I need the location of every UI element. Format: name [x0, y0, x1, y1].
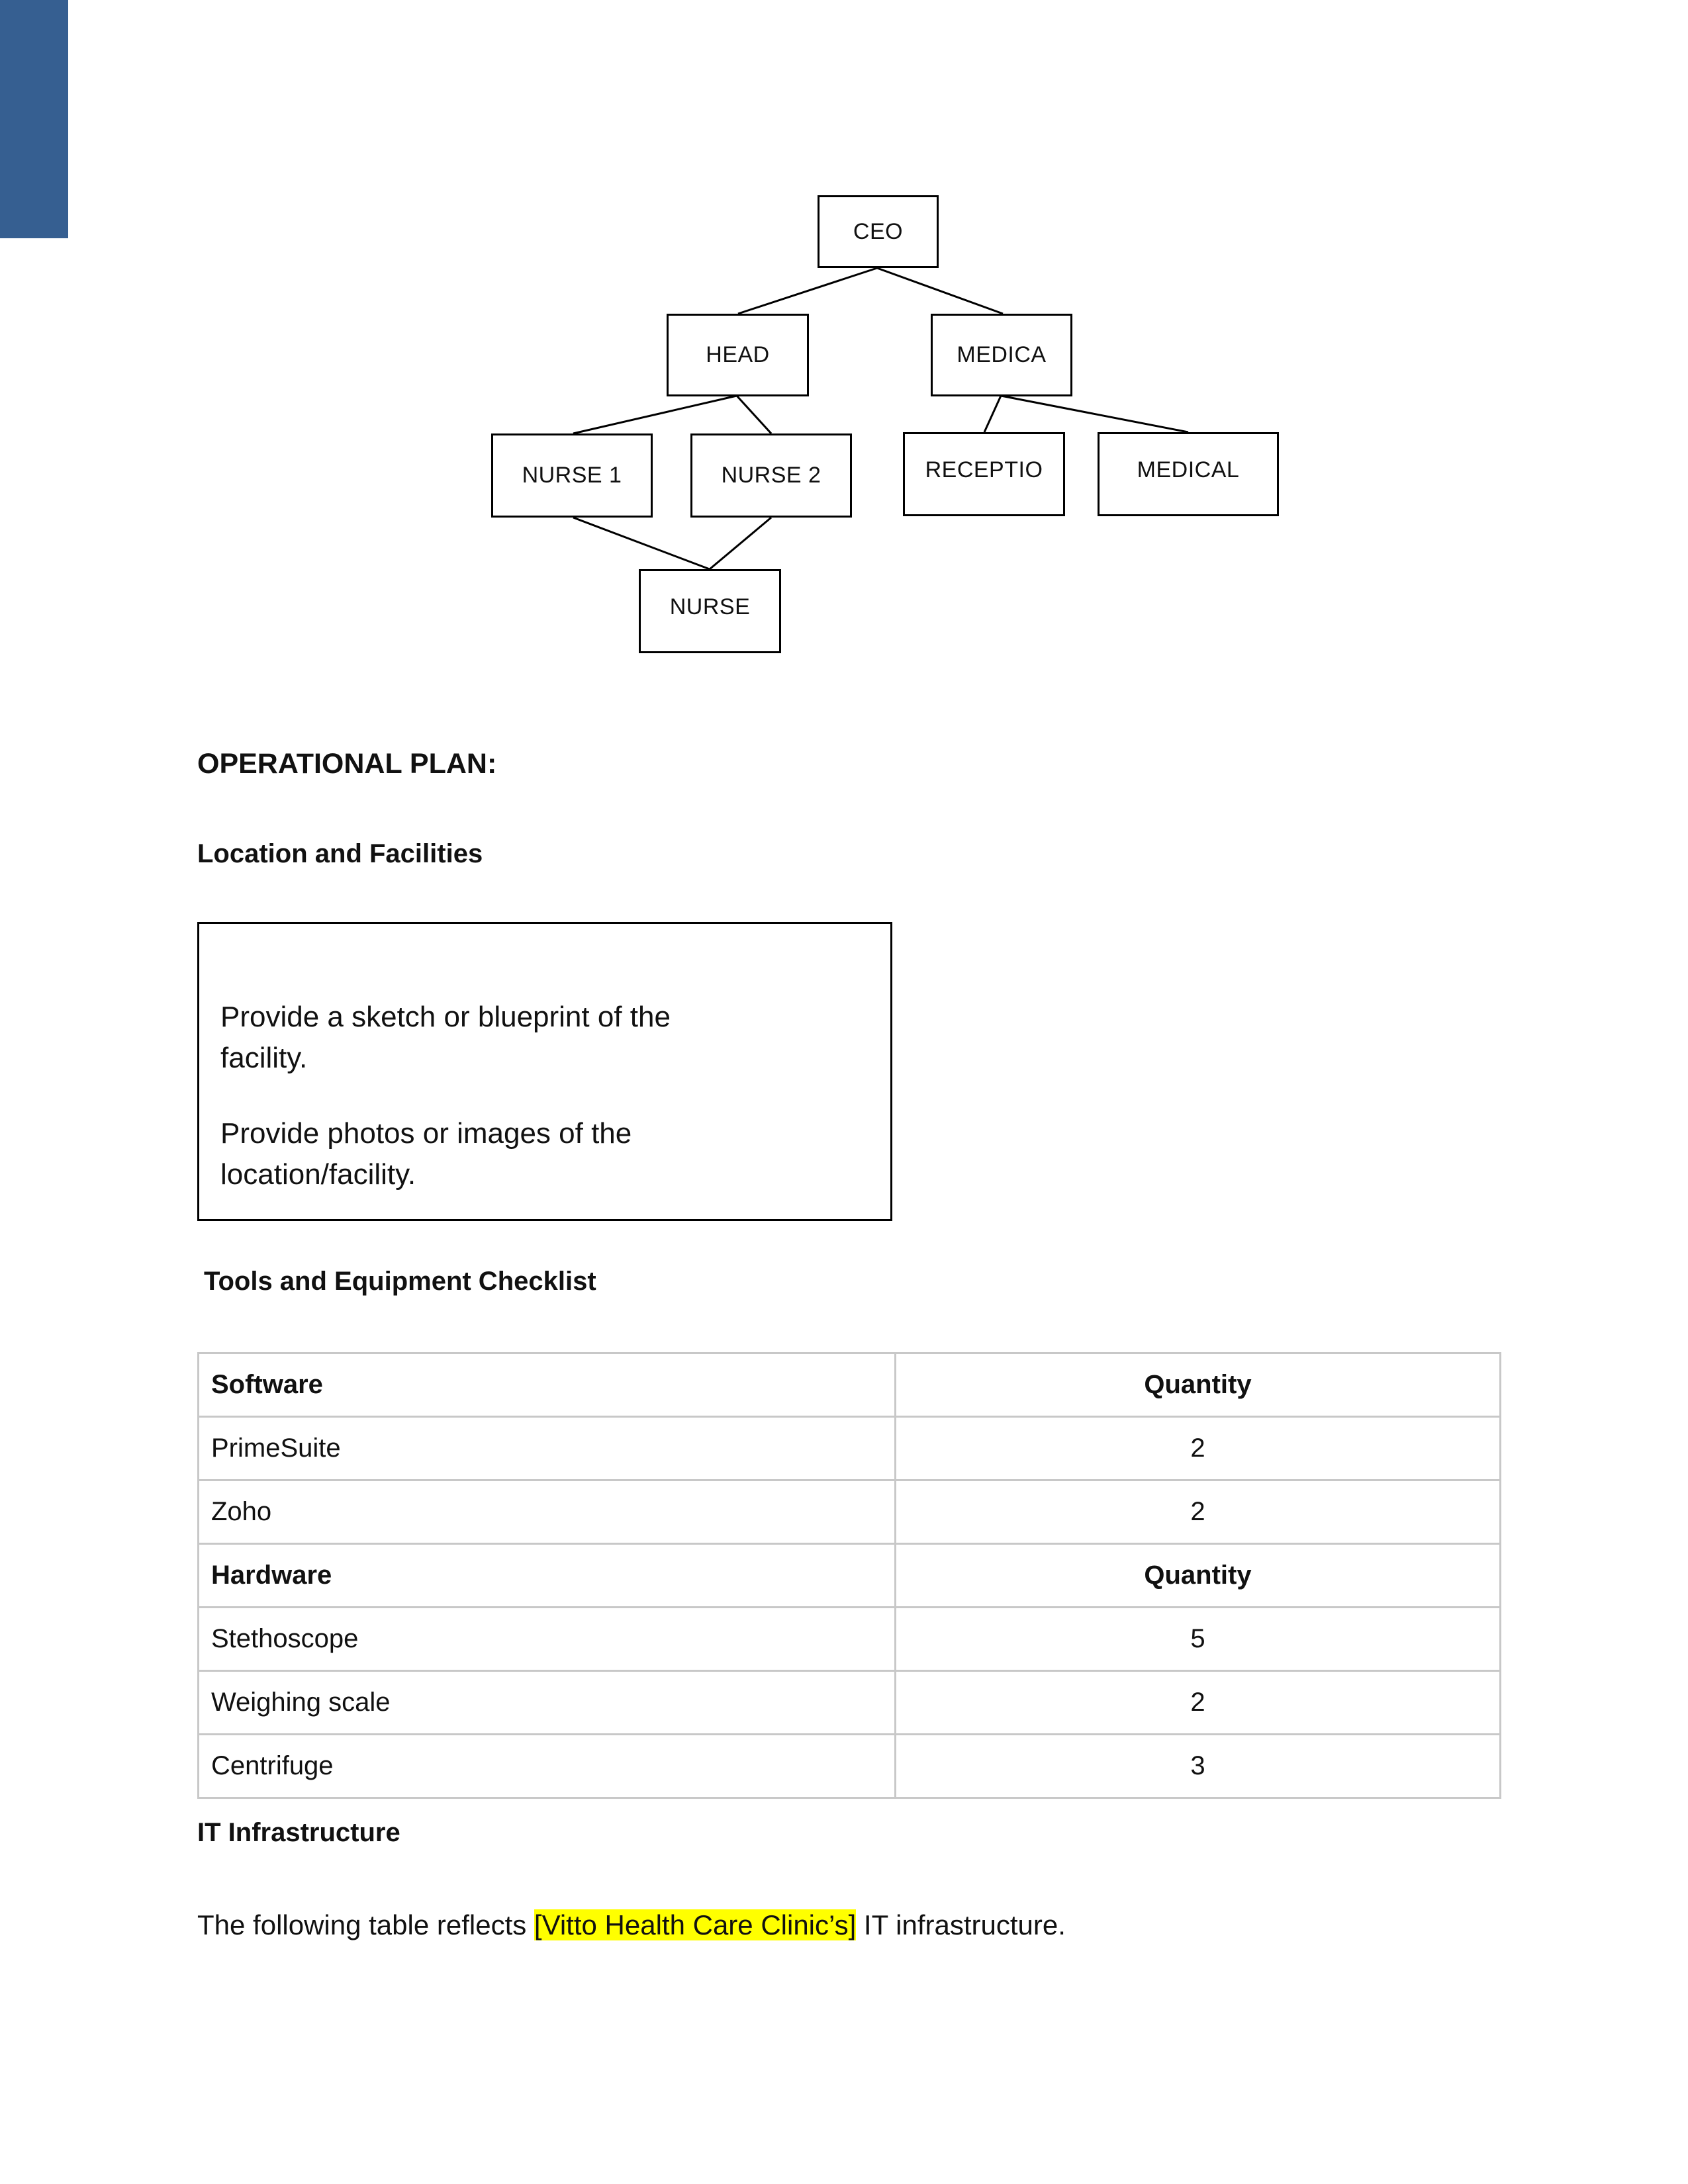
table-cell: PrimeSuite	[199, 1417, 896, 1480]
connector-head-nurse2	[737, 396, 771, 433]
facility-sketch-instruction: Provide a sketch or blueprint of the facility.	[220, 1001, 671, 1074]
connector-medica-receptio	[984, 396, 1001, 432]
equipment-table	[197, 1352, 1501, 1799]
org-node-ceo: CEO	[818, 195, 939, 268]
connector-nurse2-nurse	[710, 518, 771, 569]
table-header-cell: Software	[199, 1353, 896, 1417]
connector-nurse1-nurse	[573, 518, 710, 569]
table-cell: 2	[896, 1417, 1501, 1480]
tools-equipment-heading: Tools and Equipment Checklist	[204, 1267, 596, 1296]
org-chart-connectors	[0, 0, 1688, 668]
it-text-after: IT infrastructure.	[856, 1909, 1066, 1940]
org-node-nurse: NURSE	[639, 569, 781, 653]
table-cell: 2	[896, 1480, 1501, 1544]
location-facilities-heading: Location and Facilities	[197, 839, 483, 868]
table-cell: Centrifuge	[199, 1735, 896, 1798]
table-cell: Stethoscope	[199, 1608, 896, 1671]
table-row	[199, 1480, 1501, 1544]
org-node-medical: MEDICAL	[1098, 432, 1279, 516]
org-node-medica: MEDICA	[931, 314, 1072, 396]
connector-medica-medical	[1001, 396, 1188, 432]
table-row	[199, 1735, 1501, 1798]
org-node-nurse-1: NURSE 1	[491, 433, 653, 518]
org-chart	[0, 0, 1688, 668]
table-cell: Zoho	[199, 1480, 896, 1544]
table-header-row	[199, 1353, 1501, 1417]
table-cell: 5	[896, 1608, 1501, 1671]
it-text-before: The following table reflects	[197, 1909, 534, 1940]
table-cell: 2	[896, 1671, 1501, 1735]
facility-placeholder-box	[197, 922, 892, 1221]
table-row	[199, 1608, 1501, 1671]
org-node-receptio: RECEPTIO	[903, 432, 1065, 516]
table-header-row	[199, 1544, 1501, 1608]
table-row	[199, 1417, 1501, 1480]
table-cell: Weighing scale	[199, 1671, 896, 1735]
org-node-head: HEAD	[667, 314, 809, 396]
table-cell: 3	[896, 1735, 1501, 1798]
table-row	[199, 1671, 1501, 1735]
table-header-cell: Quantity	[896, 1544, 1501, 1608]
connector-ceo-medica	[877, 268, 1003, 314]
org-node-nurse-2: NURSE 2	[690, 433, 852, 518]
connector-head-nurse1	[573, 396, 737, 433]
facility-photos-instruction: Provide photos or images of the location/facility.	[220, 1117, 632, 1191]
clinic-name-placeholder: [Vitto Health Care Clinic’s]	[534, 1909, 857, 1940]
it-infrastructure-paragraph	[197, 1909, 1066, 1941]
table-header-cell: Hardware	[199, 1544, 896, 1608]
connector-ceo-head	[738, 268, 877, 314]
table-header-cell: Quantity	[896, 1353, 1501, 1417]
it-infrastructure-heading: IT Infrastructure	[197, 1818, 400, 1847]
operational-plan-heading: OPERATIONAL PLAN:	[197, 748, 497, 780]
